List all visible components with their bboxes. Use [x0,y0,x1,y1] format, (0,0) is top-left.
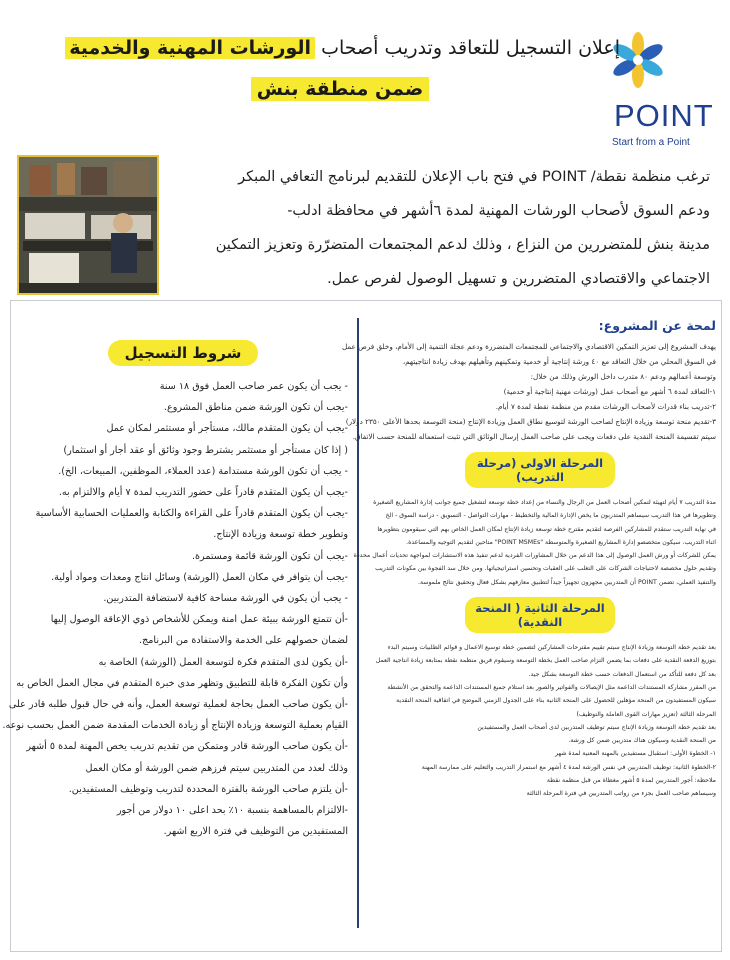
condition-item: -يجب أن تكون الورشة ضمن مناطق المشروع. [163,402,348,414]
phase-1-heading: المرحلة الاولى (مرحلة التدريب) [465,452,615,488]
phase-1-line: يمكن للشركات أو ورش العمل الوصول إلى هذا الدعم من خلال المشاورات الفردية لدعم تنفيذ هذه الاستشارات لمواجهة تحديات أعمال محددة [353,552,716,560]
conditions-list [2,376,348,842]
workshop-photo [17,155,159,295]
condition-item: لضمان حصولهم على الخدمة والاستفادة من البرنامج. [139,635,348,647]
phase-2-line: ١- الخطوة الأولى: استقبال مستفيدين بالمهنة المعنية لمدة شهر [554,750,716,758]
overview-line: سيتم تقسيمة المنحة النقدية على دفعات ويجب على صاحب العمل إرسال الوثائق التي تثبت استعماله للمنحة حسب الاتفاق. [352,432,716,441]
phase-1-line: اثناء التدريب. سيكون متخصصو إدارة المشاريع الصغيرة والمتوسطة "POINT MSMEs" متاحين لتقديم التوجيه والمساعدة. [406,538,716,546]
phase-2-line: بعد تقديم خطة التوسعة وزيادة الإنتاج سيتم تقييم مقترحات المشاركين لتضمين خطة توسيع الاعمال و قوائم الطلبيات وسيتم البدء [387,644,716,652]
phase-2-line: المرحلة الثالثة (تعزيز مهارات القوى العاملة والتوظيف) [576,710,716,718]
workshop-photo-image [19,157,157,293]
condition-item: -أن يكون صاحب الورشة قادر ومتمكن من تقديم تدريب يخص المهنة لمدة ٥ أشهر [26,741,348,753]
phase-1-line: والتنفيذ العملي، تضمن POINT أن المتدربين مجهزون تجهيزاً جيداً لتطبيق معارفهم بشكل فعال وتحقيق نتائج ملموسة. [418,578,716,586]
phase-2-line: ٢-الخطوة الثانية: توظيف المتدربين في نفس الورشة لمدة ٤ أشهر مع استمرار التدريب والتعليم على ممارسة المهنة [421,763,716,771]
overview-line: يهدف المشروع إلى تعزيز التمكين الاقتصادي والاجتماعي للمجتمعات المتضررة ودعم عجلة التنمية إلى الأمام، وخلق فرص عمل [341,342,716,351]
phase-2-line: بعد تقديم خطة التوسعة وزيادة الإنتاج سيتم توظيف المتدربين لدى أصحاب العمل والمستفيدين [477,723,716,731]
registration-conditions-column [2,340,348,842]
condition-item: -يجب أن يكون المتقدم قادراً على القراءة والكتابة والعمليات الحسابية الأساسية [35,508,348,520]
page-title [60,34,620,100]
overview-line: في السوق المحلي من خلال التعاقد مع ٤٠ ورشة إنتاجية أو خدمية وتمكينهم وتأهيلهم بهدف زيادة انتاجيتهم، [402,357,716,366]
condition-item: -أن يلتزم صاحب الورشة بالفترة المحددة لتدريب وتوظيف المستفيدين. [68,783,348,795]
intro-line: مدينة بنش للمتضررين من النزاع ، وذلك لدعم المجتمعات المتضرّرة وتعزيز التمكين [215,237,710,253]
phase-2-text [364,641,716,801]
overview-line: ١-التعاقد لمدة ٦ أشهر مع أصحاب عمل (ورشات مهنية إنتاجية أو خدمية) [503,387,716,396]
condition-item: وذلك لعدد من المتدربين سيتم فرزهم ضمن الورشة أو مكان العمل [85,762,348,774]
title-line-1 [60,34,620,62]
intro-line: الاجتماعي والاقتصادي المتضررين و تسهيل الوصول لفرص عمل. [327,271,710,287]
intro-line: ترغب منظمة نقطة/ POINT في فتح باب الإعلان للتقديم لبرنامج التعافي المبكر [238,169,710,185]
phase-2-line: بتوزيع الدفعة النقدية على دفعات بما يضمن التزام صاحب العمل بخطة التوسعة وسيقوم فريق منظمة نقطة بمتابعة زيادة انتاجية العمل [375,657,716,665]
condition-item: -يجب أن يتوافر في مكان العمل (الورشة) وسائل انتاج ومعدات ومواد أولية. [51,571,348,583]
condition-item: القيام بعملية التوسعة وزيادة الإنتاج أو زيادة الخدمات المقدمة ضمن العمل بحسب نوعه. [2,720,348,732]
project-details-column [341,310,716,801]
condition-item: -يجب أن يكون المتقدم قادراً على حضور التدريب لمدة ٧ أيام والالتزام به. [58,487,348,499]
phase-1-line: مدة التدريب ٧ أيام لتهيئة لتمكين أصحاب العمل من الرجال والنساء من إعداد خطة توسعة لتشغيل جميع جوانب إدارة المشاريع الصغيرة [373,499,716,506]
condition-item: -أن يكون لدى المتقدم فكرة لتوسعة العمل (الورشة) الخاصة به [98,656,348,668]
condition-item: - يجب أن يكون عمر صاحب العمل فوق ١٨ سنة [159,381,348,392]
condition-item: وأن تكون الفكرة قابلة للتطبيق وتظهر مدى خبرة المتقدم في مجال العمل الخاص به [16,677,348,689]
title-highlight: الورشات المهنية والخدمية [65,37,315,59]
phase-2-line: بعد كل دفعة للتأكد من استعمال الدفعات حسب خطة التوسعة بشكل جيد. [528,670,716,678]
column-divider [357,318,359,928]
phase-1-text [353,496,716,589]
overview-text [341,339,716,444]
condition-item: - يجب أن يكون في الورشة مساحة كافية لاستضافة المتدربين. [103,593,348,605]
phase-2-line: وسيساهم صاحب العمل بجزء من رواتب المتدربين في فترة المرحلة الثالثة [526,790,716,798]
phase-2-line: ملاحظة: أجور المتدربين لمدة ٥ أشهر مغطاة من قبل منظمة نقطة [546,777,716,785]
overview-line: ٢-تدريب بناء قدرات لأصحاب الورشات مقدم من منظمة نقطة لمدة ٧ أيام. [495,402,716,411]
logo-wordmark: POINT [614,98,714,133]
condition-item: -أن يكون صاحب العمل بحاجة لعملية توسعة العمل، وأنه في حال قبول طلبه قادر على [8,699,348,711]
condition-item: وتطوير خطة توسعة وزيادة الإنتاج. [213,529,348,541]
logo-tagline: Start from a Point [612,137,690,148]
title-line-2 [60,78,620,100]
condition-item: -يجب أن يكون المتقدم مالك، مستأجر أو مستثمر لمكان عمل [106,423,348,435]
phase-2-line: من المنحة النقدية وسيكون هناك متدربين ضمن كل ورشة. [568,737,716,745]
condition-item: - يجب أن تكون الورشة مستدامة (عدد العملاء، الموظفين، المبيعات، الخ). [58,465,348,477]
condition-item: -يجب أن تكون الورشة قائمة ومستمرة. [191,550,348,562]
overview-heading: لمحة عن المشروع: [598,318,716,333]
phase-2-line: من المقرر مشاركة المستندات الداعمة مثل الإيصالات والفواتير والصور بعد استلام جميع المستندات الداعمة والتحقق من الأنشطة [387,683,716,691]
intro-paragraph [170,160,710,296]
phase-1-line: وتطويرها في هذا التدريب سيساهم المتدربون ما يخص الإدارة المالية والتخطيط - مهارات التواصل - التسويق - دراسة السوق - الخ [385,512,716,520]
title-prefix: إعلان التسجيل للتعاقد وتدريب أصحاب [321,37,620,59]
phase-2-line: سيكون المستفيدون من المنحة مؤهلين للحصول على المنحة الثانية بناء على الجدول الزمني الموضح في اتفاقية المنحة النقدية [396,697,716,705]
condition-item: المستفيدين من التوظيف في فترة الاربع اشهر. [163,826,348,838]
condition-item: -أن تتمتع الورشة ببيئة عمل امنة ويمكن للأشخاص ذوي الإعاقة الوصول إليها [50,614,348,626]
overview-line: ٣-تقديم منحة توسعة وزيادة الإنتاج لصاحب الورشة لتوسيع نطاق العمل وزيادة الإنتاج (منحة التوسعة بحدها الأعلى ٢٣٥٠ دولار) [345,417,716,426]
intro-line: ودعم السوق لأصحاب الورشات المهنية لمدة ٦أشهر في محافظة ادلب- [287,203,710,219]
phase-1-line: في نهاية التدريب ستقدم للمشاركين الفرصة لتقديم مقترح خطة توسعة زيادة الإنتاج لمكان العمل الخاص بهم التي سيقومون بتطويرها [377,525,716,533]
condition-item: ( إذا كان مستأجر أو مستثمر يشترط وجود وثائق أو عقد أجار أو استثمار) [63,444,348,456]
phase-2-heading: المرحلة الثانية ( المنحة النقدية) [465,597,615,633]
title-location: ضمن منطقة بنش [251,77,429,101]
overview-line: وتوسعة أعمالهم ودعم ٨٠ متدرب داخل الورش وذلك من خلال: [530,372,716,381]
condition-item: -الالتزام بالمساهمة بنسبة ١٠٪ بحد اعلى ١٠ دولار من أجور [116,805,348,817]
conditions-heading: شروط التسجيل [108,340,258,366]
phase-1-line: وتقديم حلول مخصصة لاحتياجات الشركات على التغلب على العقبات وتحسين استراتيجياتها. ومن خلال سد الفجوة بين مكونات التدريب [375,565,716,573]
